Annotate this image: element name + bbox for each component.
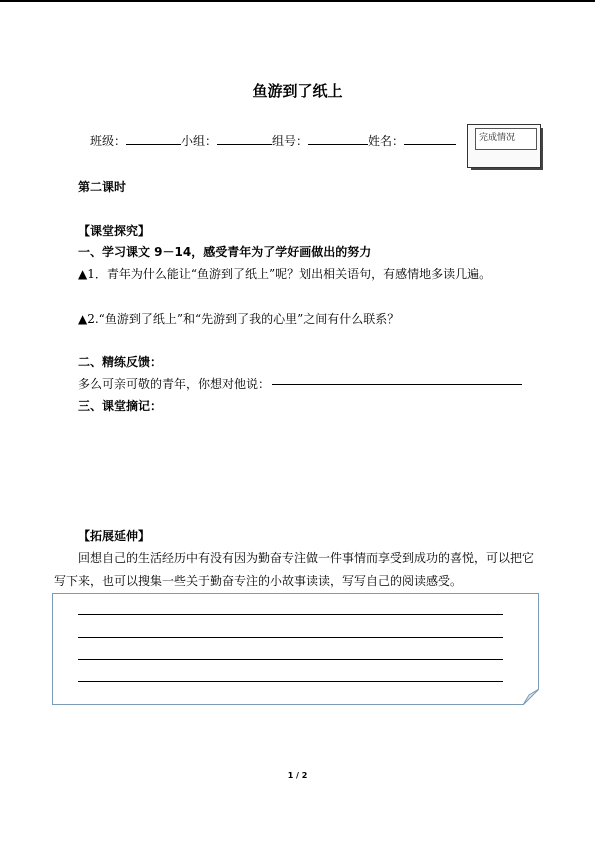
- writing-area-box[interactable]: [52, 593, 539, 705]
- notes-heading: 三、课堂摘记：: [78, 399, 163, 413]
- class-blank[interactable]: [126, 132, 181, 145]
- page-fold-icon: [523, 689, 539, 705]
- writing-line[interactable]: [78, 681, 503, 682]
- class-label: 班级：: [90, 134, 127, 148]
- page-title: 鱼游到了纸上: [252, 82, 343, 100]
- number-label: 组号：: [272, 134, 309, 148]
- number-blank[interactable]: [308, 132, 368, 145]
- lesson-label: 第二课时: [78, 180, 127, 194]
- extend-heading: 【拓展延伸】: [78, 529, 151, 543]
- student-info-row: [90, 132, 456, 149]
- group-label: 小组：: [181, 134, 218, 148]
- name-blank[interactable]: [404, 132, 456, 145]
- writing-line[interactable]: [78, 659, 503, 660]
- writing-line[interactable]: [78, 614, 503, 615]
- practice-heading: 二、精练反馈：: [78, 355, 163, 369]
- practice-answer-blank[interactable]: [272, 384, 522, 385]
- section1-heading: 一、学习课文 9－14，感受青年为了学好画做出的努力: [78, 245, 372, 259]
- writing-line[interactable]: [78, 637, 503, 638]
- top-border: [0, 0, 595, 2]
- practice-prompt: 多么可亲可敬的青年，你想对他说：: [78, 377, 271, 391]
- explore-heading: 【课堂探究】: [78, 224, 151, 238]
- page-number: 1 / 2: [287, 771, 308, 780]
- completion-status-box: [467, 124, 543, 170]
- question-2: ▲2.“鱼游到了纸上”和“先游到了我的心里”之间有什么联系？: [78, 312, 400, 326]
- extend-paragraph-line2: 写下来，也可以搜集一些关于勤奋专注的小故事读读，写写自己的阅读感受。: [54, 574, 463, 588]
- name-label: 姓名：: [368, 134, 405, 148]
- status-box-label: 完成情况: [479, 133, 516, 143]
- group-blank[interactable]: [217, 132, 272, 145]
- question-1: ▲1．青年为什么能让“鱼游到了纸上”呢？划出相关语句，有感情地多读几遍。: [78, 267, 492, 281]
- extend-paragraph-line1: 回想自己的生活经历中有没有因为勤奋专注做一件事情而享受到成功的喜悦，可以把它: [78, 551, 535, 565]
